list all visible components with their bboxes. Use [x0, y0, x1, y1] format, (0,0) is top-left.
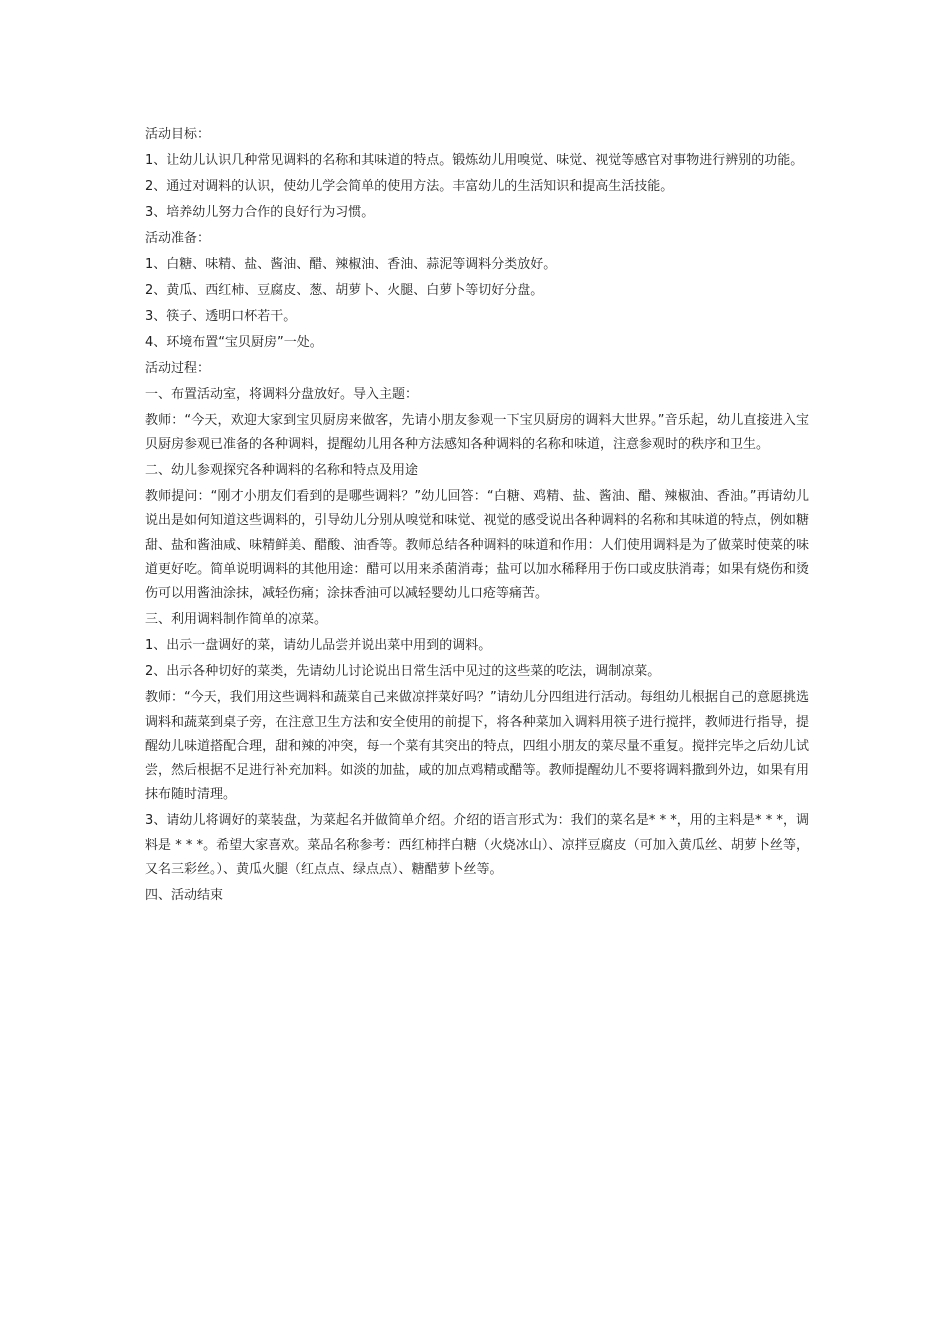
- process-step-3-item-1: 1、出示一盘调好的菜，请幼儿品尝并说出菜中用到的调料。: [145, 638, 492, 654]
- process-step-3-item-3: 3、请幼儿将调好的菜装盘，为菜起名并做简单介绍。介绍的语言形式为：我们的菜名是* * *，用的主料是* * *，调料是 * * *。希望大家喜欢。菜品名称参考：西红柿拌白糖（火烧冰山）、凉拌豆腐皮（可加入黄瓜丝、胡萝卜丝等，又名三彩丝。）、黄瓜火腿（红点点、绿点点）、糖醋萝卜丝等。: [145, 813, 809, 877]
- section-heading-preparation: 活动准备：: [145, 230, 211, 246]
- process-step-2-heading: 二、幼儿参观探究各种调料的名称和特点及用途: [145, 463, 419, 479]
- process-step-3-teacher-text: 教师：“今天，我们用这些调料和蔬菜自己来做凉拌菜好吗？”请幼儿分四组进行活动。每组幼儿根据自己的意愿挑选调料和蔬菜到桌子旁，在注意卫生方法和安全使用的前提下，将各种菜加入调料用筷子进行搅拌，教师进行指导，提醒幼儿味道搭配合理，甜和辣的冲突，每一个菜有其突出的特点，四组小朋友的菜尽量不重复。搅拌完毕之后幼儿试尝，然后根据不足进行补充加料。如淡的加盐，咸的加点鸡精或醋等。教师提醒幼儿不要将调料撒到外边，如果有用抹布随时清理。: [145, 690, 809, 803]
- process-step-1-text: 教师：“今天，欢迎大家到宝贝厨房来做客，先请小朋友参观一下宝贝厨房的调料大世界。”音乐起，幼儿直接进入宝贝厨房参观已准备的各种调料，提醒幼儿用各种方法感知各种调料的名称和味道，注意参观时的秩序和卫生。: [145, 412, 809, 453]
- section-heading-process: 活动过程：: [145, 360, 211, 376]
- preparation-item-3: 3、筷子、透明口杯若干。: [145, 308, 297, 324]
- process-step-2-text: 教师提问：“刚才小朋友们看到的是哪些调料？”幼儿回答：“白糖、鸡精、盐、酱油、醋、辣椒油、香油。”再请幼儿说出是如何知道这些调料的，引导幼儿分别从嗅觉和味觉、视觉的感受说出各种调料的名称和其味道的特点，例如糖甜、盐和酱油咸、味精鲜美、醋酸、油香等。教师总结各种调料的味道和作用：人们使用调料是为了做菜时使菜的味道更好吃。简单说明调料的其他用途：醋可以用来杀菌消毒；盐可以加水稀释用于伤口或皮肤消毒；如果有烧伤和烫伤可以用酱油涂抹，减轻伤痛；涂抹香油可以减轻婴幼儿口疮等痛苦。: [145, 489, 809, 602]
- preparation-item-1: 1、白糖、味精、盐、酱油、醋、辣椒油、香油、蒜泥等调料分类放好。: [145, 256, 557, 272]
- process-step-4-heading: 四、活动结束: [145, 887, 224, 903]
- preparation-item-4: 4、环境布置“宝贝厨房”一处。: [145, 334, 323, 350]
- process-step-1-heading: 一、布置活动室，将调料分盘放好。导入主题：: [145, 386, 419, 402]
- goal-item-3: 3、培养幼儿努力合作的良好行为习惯。: [145, 204, 375, 220]
- goal-item-2: 2、通过对调料的认识，使幼儿学会简单的使用方法。丰富幼儿的生活知识和提高生活技能。: [145, 178, 674, 194]
- process-step-3-heading: 三、利用调料制作简单的凉菜。: [145, 612, 328, 628]
- section-heading-goals: 活动目标：: [145, 127, 211, 142]
- process-step-3-item-2: 2、出示各种切好的菜类，先请幼儿讨论说出日常生活中见过的这些菜的吃法，调制凉菜。: [145, 664, 661, 680]
- preparation-item-2: 2、黄瓜、西红柿、豆腐皮、葱、胡萝卜、火腿、白萝卜等切好分盘。: [145, 282, 544, 298]
- goal-item-1: 1、让幼儿认识几种常见调料的名称和其味道的特点。锻炼幼儿用嗅觉、味觉、视觉等感官对事物进行辨别的功能。: [145, 152, 804, 168]
- document-body: [145, 123, 809, 910]
